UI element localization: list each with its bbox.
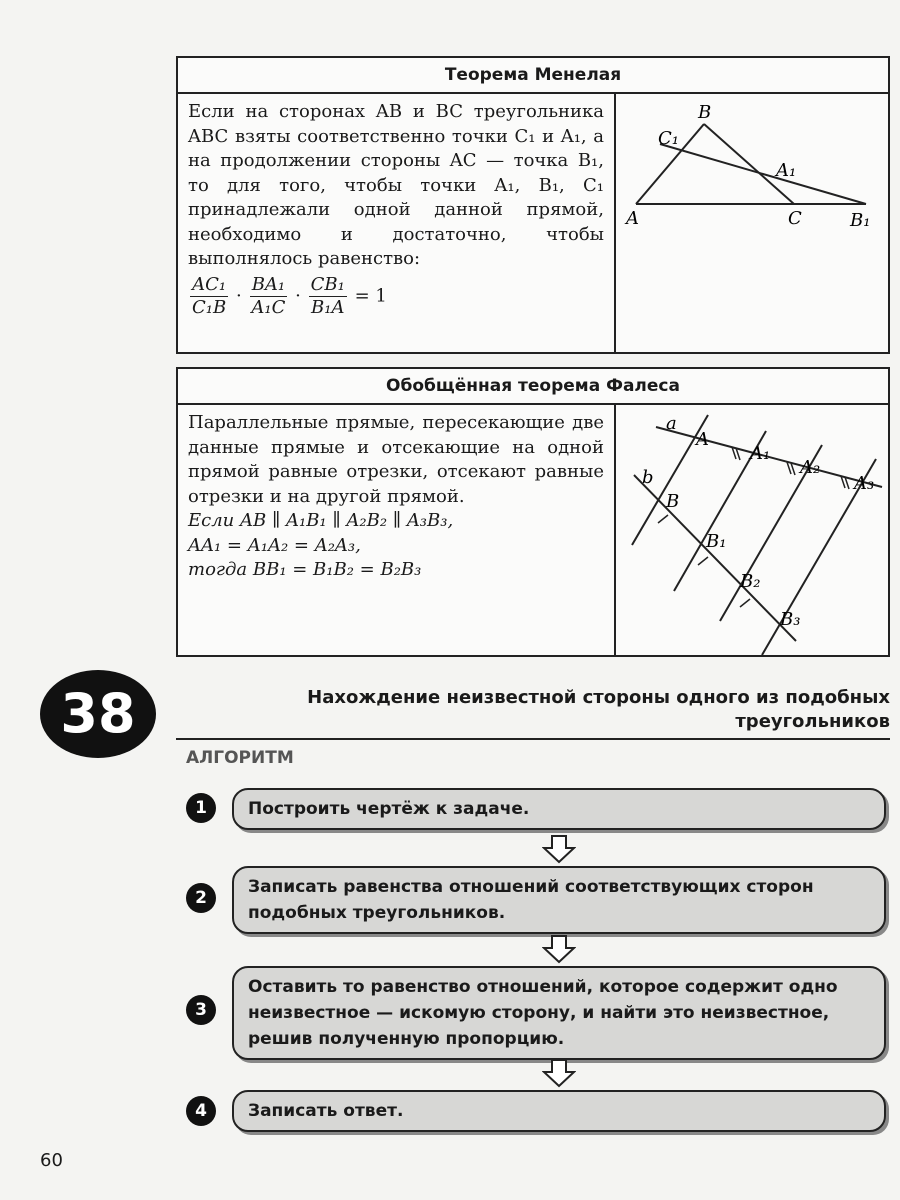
- label-b: B: [698, 102, 712, 123]
- down-arrow-icon: [542, 934, 576, 964]
- step-number-4: 4: [186, 1096, 216, 1126]
- label-line-b: b: [642, 467, 654, 488]
- label-b: B: [666, 491, 680, 512]
- fraction-2-numerator: BA₁: [251, 273, 286, 295]
- thales-condition-1: Если AB ∥ A₁B₁ ∥ A₂B₂ ∥ A₃B₃,: [188, 510, 454, 531]
- label-b1: B₁: [706, 531, 727, 552]
- thales-figure: [616, 405, 888, 655]
- menelaus-text: Если на сторонах AB и BC треугольника ABC взяты соответственно точки C₁ и A₁, а на продолжении стороны AC — точка B₁, то для того, чтобы точки A₁, B₁, C₁ принадлежали одной данной прямой, необходимо и достаточно, чтобы выполнялось равенство:: [188, 101, 604, 269]
- page-number: 60: [40, 1150, 63, 1171]
- thales-title: Обобщённая теорема Фалеса: [178, 369, 888, 405]
- menelaus-figure: [616, 94, 888, 352]
- step-number-2: 2: [186, 883, 216, 913]
- fraction-2: [249, 274, 287, 319]
- fraction-1-denominator: C₁B: [192, 296, 227, 318]
- transversal-line: [660, 144, 866, 204]
- label-a2: A₂: [800, 457, 821, 478]
- tick-mark: [791, 463, 795, 475]
- menelaus-text-block: [178, 94, 616, 352]
- tick-mark: [787, 462, 791, 474]
- fraction-3: [309, 274, 347, 319]
- thales-text-block: [178, 405, 616, 655]
- label-a3: A₃: [854, 473, 875, 494]
- label-a: A: [696, 429, 709, 450]
- dot-operator: ·: [295, 285, 301, 306]
- algorithm-label: АЛГОРИТМ: [186, 748, 294, 768]
- fraction-2-denominator: A₁C: [251, 296, 286, 318]
- fraction-1-numerator: AC₁: [192, 273, 227, 295]
- label-c1: C₁: [658, 128, 679, 149]
- step-box-1: Построить чертёж к задаче.: [232, 788, 886, 830]
- thales-conclusion: тогда BB₁ = B₁B₂ = B₂B₃: [188, 559, 422, 580]
- step-box-2: Записать равенства отношений соответствующих сторон подобных треугольников.: [232, 866, 886, 934]
- label-b1: B₁: [850, 210, 871, 231]
- step-box-3: Оставить то равенство отношений, которое содержит одно неизвестное — искомую сторону, и найти это неизвестное, решив полученную пропорцию.: [232, 966, 886, 1060]
- menelaus-title: Теорема Менелая: [178, 58, 888, 94]
- label-b2: B₂: [740, 571, 761, 592]
- step-number-1: 1: [186, 793, 216, 823]
- thales-box: [176, 367, 890, 657]
- label-a1: A₁: [750, 443, 771, 464]
- label-line-a: a: [666, 413, 677, 434]
- tick-mark: [698, 557, 708, 565]
- dot-operator: ·: [235, 285, 242, 306]
- section-title-line-2: треугольников: [735, 711, 890, 732]
- down-arrow-icon: [542, 834, 576, 864]
- tick-mark: [740, 599, 750, 607]
- label-b3: B₃: [780, 609, 801, 630]
- menelaus-diagram: [616, 94, 888, 352]
- label-c: C: [788, 208, 802, 229]
- section-title: [176, 686, 890, 740]
- fraction-3-numerator: CB₁: [310, 273, 345, 295]
- step-box-4: Записать ответ.: [232, 1090, 886, 1132]
- formula-result: = 1: [354, 285, 387, 306]
- fraction-1: [190, 274, 228, 319]
- section-title-line-1: Нахождение неизвестной стороны одного из подобных: [307, 687, 890, 708]
- section-number-badge: 38: [40, 670, 156, 758]
- thales-condition-2: AA₁ = A₁A₂ = A₂A₃,: [188, 534, 361, 556]
- step-number-3: 3: [186, 995, 216, 1025]
- tick-mark: [658, 515, 668, 523]
- fraction-3-denominator: B₁A: [311, 296, 345, 318]
- menelaus-formula: [188, 274, 604, 319]
- label-a: A: [626, 208, 639, 229]
- thales-diagram: [616, 405, 888, 655]
- down-arrow-icon: [542, 1058, 576, 1088]
- menelaus-box: [176, 56, 890, 354]
- label-a1: A₁: [776, 160, 797, 181]
- thales-text: Параллельные прямые, пересекающие две данные прямые и отсекающие на одной прямой равные отрезки, отсекают равные отрезки и на другой прямой.: [188, 412, 604, 507]
